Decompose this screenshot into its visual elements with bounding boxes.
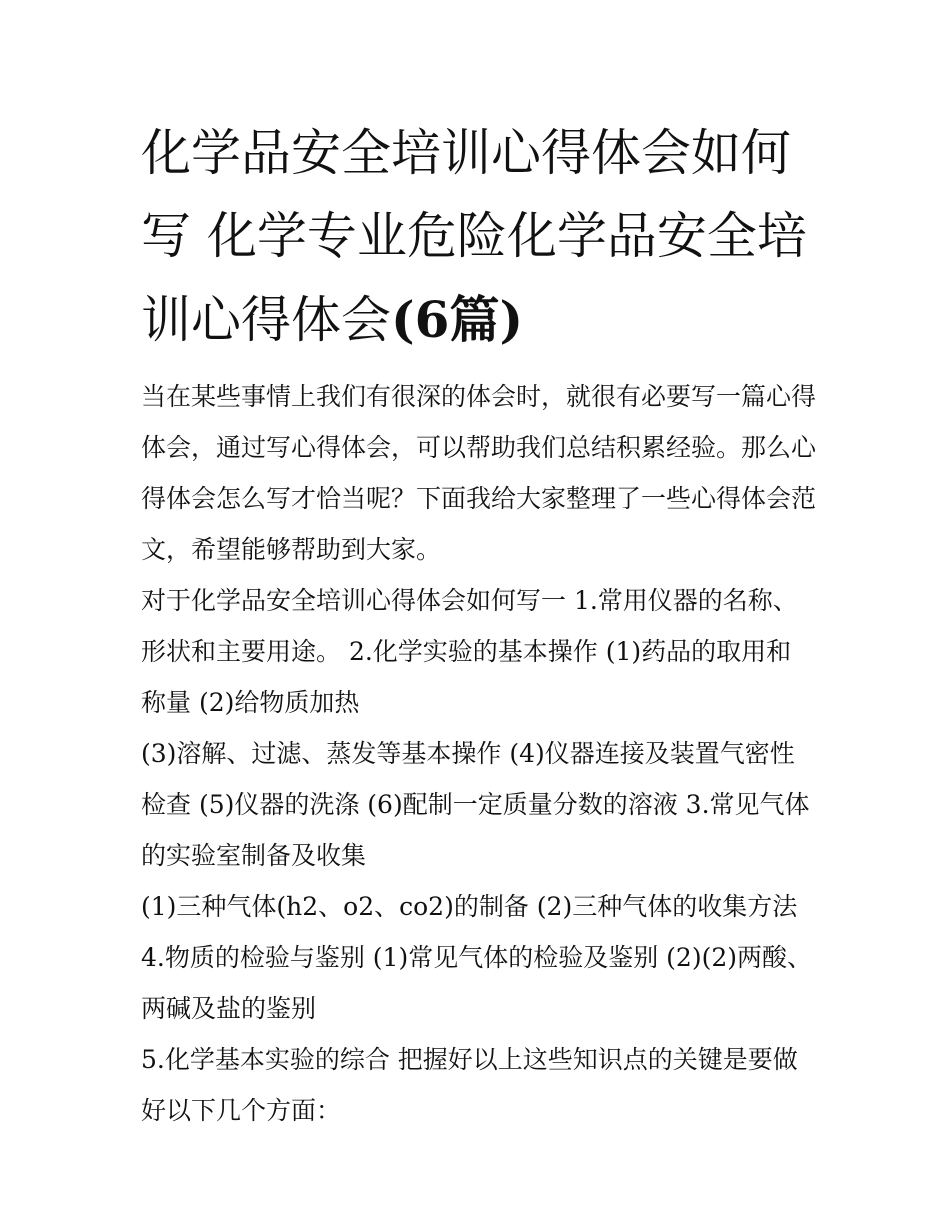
document-title-main: 化学品安全培训心得体会如何写 化学专业危险化学品安全培训心得体会 [141, 124, 807, 349]
paragraph-2: (3)溶解、过滤、蒸发等基本操作 (4)仪器连接及装置气密性检查 (5)仪器的洗涤 (6)配制一定质量分数的溶液 3.常见气体的实验室制备及收集 [141, 739, 810, 870]
document-title-suffix: (6篇) [391, 290, 524, 349]
document-title [141, 112, 816, 362]
paragraph-intro: 当在某些事情上我们有很深的体会时，就很有必要写一篇心得体会，通过写心得体会，可以帮助我们总结积累经验。那么心得体会怎么写才恰当呢？下面我给大家整理了一些心得体会范文，希望能够帮助到大家。 [141, 382, 817, 564]
paragraph-3: (1)三种气体(h2、o2、co2)的制备 (2)三种气体的收集方法 4.物质的检验与鉴别 (1)常见气体的检验及鉴别 (2)(2)两酸、两碱及盐的鉴别 [141, 892, 812, 1023]
document-page [141, 112, 816, 1136]
paragraph-1: 对于化学品安全培训心得体会如何写一 1.常用仪器的名称、形状和主要用途。 2.化学实验的基本操作 (1)药品的取用和称量 (2)给物质加热 [141, 586, 798, 717]
paragraph-4: 5.化学基本实验的综合 把握好以上这些知识点的关键是要做好以下几个方面： [141, 1045, 798, 1125]
